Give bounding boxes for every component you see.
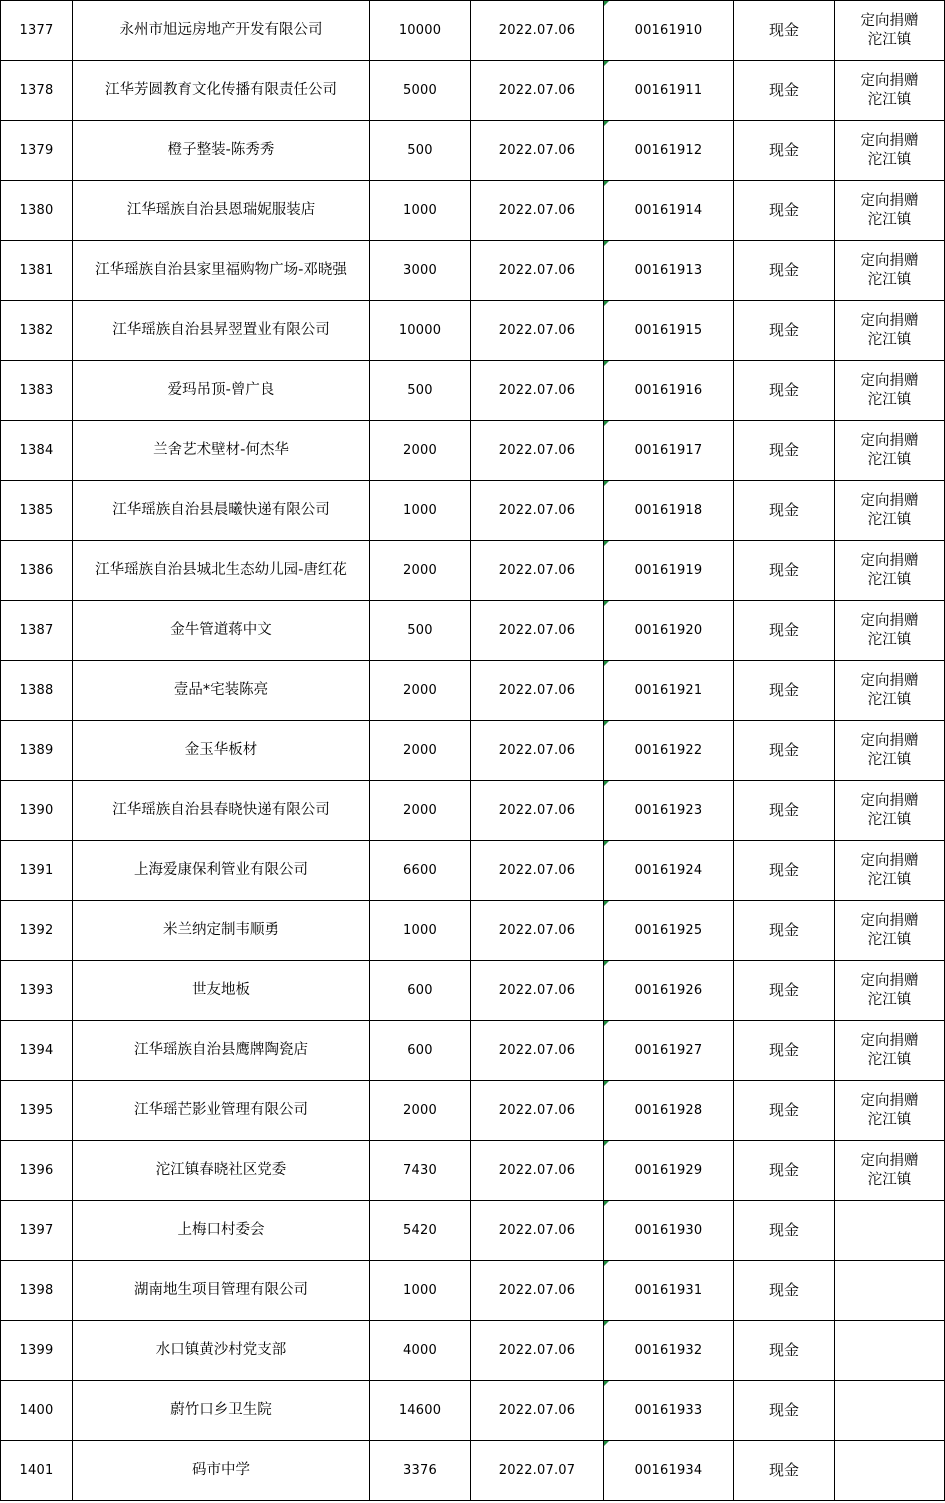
payment-method-cell: 现金 [734,901,835,961]
payment-method-cell: 现金 [734,421,835,481]
ledger-body [1,1,945,1501]
date-cell: 2022.07.06 [471,361,604,421]
donor-name-cell: 江华芳圆教育文化传播有限责任公司 [73,61,370,121]
table-row [1,781,945,841]
date-cell: 2022.07.06 [471,121,604,181]
note-line: 沱江镇 [867,151,912,168]
serial-number-cell: 1389 [1,721,73,781]
serial-number-cell: 1391 [1,841,73,901]
donor-name-cell: 壹品*宅装陈亮 [73,661,370,721]
note-line: 定向捐赠 [860,972,919,989]
date-cell: 2022.07.06 [471,1201,604,1261]
donor-name-cell: 米兰纳定制韦顺勇 [73,901,370,961]
note-cell [835,121,945,181]
donor-name-cell: 江华瑶族自治县家里福购物广场-邓晓强 [73,241,370,301]
payment-method-cell: 现金 [734,361,835,421]
date-cell: 2022.07.06 [471,1381,604,1441]
receipt-number-cell: 00161911 [604,61,734,121]
date-cell: 2022.07.06 [471,1321,604,1381]
table-row [1,601,945,661]
donor-name-cell: 江华瑶族自治县鹰牌陶瓷店 [73,1021,370,1081]
note-line: 定向捐赠 [860,132,919,149]
note-cell [835,1081,945,1141]
note-cell [835,301,945,361]
table-row [1,61,945,121]
table-row [1,1141,945,1201]
note-line: 沱江镇 [867,271,912,288]
receipt-number-cell: 00161925 [604,901,734,961]
receipt-number-cell: 00161916 [604,361,734,421]
note-cell [835,661,945,721]
table-row [1,1201,945,1261]
note-line: 沱江镇 [867,451,912,468]
amount-cell: 3376 [370,1441,471,1501]
note-cell [835,1141,945,1201]
amount-cell: 10000 [370,1,471,61]
serial-number-cell: 1395 [1,1081,73,1141]
serial-number-cell: 1393 [1,961,73,1021]
date-cell: 2022.07.06 [471,1141,604,1201]
date-cell: 2022.07.06 [471,481,604,541]
receipt-number-cell: 00161920 [604,601,734,661]
note-line: 定向捐赠 [860,432,919,449]
date-cell: 2022.07.06 [471,241,604,301]
note-cell [835,481,945,541]
donor-name-cell: 上梅口村委会 [73,1201,370,1261]
donor-name-cell: 江华瑶族自治县晨曦快递有限公司 [73,481,370,541]
date-cell: 2022.07.06 [471,1021,604,1081]
note-line: 沱江镇 [867,931,912,948]
table-row [1,1021,945,1081]
payment-method-cell: 现金 [734,1261,835,1321]
date-cell: 2022.07.06 [471,781,604,841]
payment-method-cell: 现金 [734,721,835,781]
table-row [1,721,945,781]
note-line: 沱江镇 [867,211,912,228]
note-line: 定向捐赠 [860,1092,919,1109]
note-cell [835,841,945,901]
note-line: 定向捐赠 [860,372,919,389]
receipt-number-cell: 00161924 [604,841,734,901]
serial-number-cell: 1383 [1,361,73,421]
receipt-number-cell: 00161923 [604,781,734,841]
payment-method-cell: 现金 [734,841,835,901]
note-line: 沱江镇 [867,331,912,348]
donor-name-cell: 江华瑶族自治县昇翌置业有限公司 [73,301,370,361]
note-cell [835,721,945,781]
serial-number-cell: 1379 [1,121,73,181]
serial-number-cell: 1394 [1,1021,73,1081]
table-row [1,1381,945,1441]
date-cell: 2022.07.06 [471,961,604,1021]
payment-method-cell: 现金 [734,1201,835,1261]
receipt-number-cell: 00161917 [604,421,734,481]
payment-method-cell: 现金 [734,1,835,61]
date-cell: 2022.07.06 [471,601,604,661]
note-line: 沱江镇 [867,691,912,708]
note-line: 定向捐赠 [860,912,919,929]
amount-cell: 2000 [370,1081,471,1141]
payment-method-cell: 现金 [734,1321,835,1381]
donor-name-cell: 金玉华板材 [73,721,370,781]
donor-name-cell: 江华瑶族自治县城北生态幼儿园-唐红花 [73,541,370,601]
amount-cell: 600 [370,961,471,1021]
note-line: 定向捐赠 [860,252,919,269]
receipt-number-cell: 00161915 [604,301,734,361]
date-cell: 2022.07.06 [471,541,604,601]
amount-cell: 600 [370,1021,471,1081]
note-line: 沱江镇 [867,871,912,888]
serial-number-cell: 1392 [1,901,73,961]
receipt-number-cell: 00161913 [604,241,734,301]
note-line: 沱江镇 [867,1051,912,1068]
donor-name-cell: 橙子整装-陈秀秀 [73,121,370,181]
receipt-number-cell: 00161931 [604,1261,734,1321]
receipt-number-cell: 00161930 [604,1201,734,1261]
note-cell [835,781,945,841]
amount-cell: 1000 [370,1261,471,1321]
receipt-number-cell: 00161912 [604,121,734,181]
amount-cell: 500 [370,121,471,181]
note-line: 定向捐赠 [860,72,919,89]
note-line: 沱江镇 [867,1111,912,1128]
table-row [1,421,945,481]
donor-name-cell: 江华瑶芒影业管理有限公司 [73,1081,370,1141]
table-row [1,361,945,421]
table-row [1,1081,945,1141]
note-line: 沱江镇 [867,631,912,648]
donor-name-cell: 上海爱康保利管业有限公司 [73,841,370,901]
amount-cell: 3000 [370,241,471,301]
payment-method-cell: 现金 [734,301,835,361]
note-cell [835,1381,945,1441]
date-cell: 2022.07.06 [471,1,604,61]
donor-name-cell: 江华瑶族自治县恩瑞妮服装店 [73,181,370,241]
date-cell: 2022.07.06 [471,1081,604,1141]
note-line: 沱江镇 [867,31,912,48]
amount-cell: 2000 [370,421,471,481]
donor-name-cell: 码市中学 [73,1441,370,1501]
amount-cell: 4000 [370,1321,471,1381]
note-cell [835,901,945,961]
note-line: 定向捐赠 [860,732,919,749]
table-row [1,541,945,601]
amount-cell: 7430 [370,1141,471,1201]
serial-number-cell: 1380 [1,181,73,241]
receipt-number-cell: 00161929 [604,1141,734,1201]
payment-method-cell: 现金 [734,61,835,121]
amount-cell: 500 [370,361,471,421]
note-cell [835,1321,945,1381]
serial-number-cell: 1398 [1,1261,73,1321]
amount-cell: 5000 [370,61,471,121]
note-cell [835,601,945,661]
table-row [1,661,945,721]
payment-method-cell: 现金 [734,241,835,301]
note-cell [835,1441,945,1501]
serial-number-cell: 1377 [1,1,73,61]
table-row [1,301,945,361]
table-row [1,961,945,1021]
serial-number-cell: 1378 [1,61,73,121]
note-cell [835,961,945,1021]
receipt-number-cell: 00161919 [604,541,734,601]
note-line: 定向捐赠 [860,12,919,29]
receipt-number-cell: 00161910 [604,1,734,61]
donor-name-cell: 金牛管道蒋中文 [73,601,370,661]
donor-name-cell: 水口镇黄沙村党支部 [73,1321,370,1381]
payment-method-cell: 现金 [734,1441,835,1501]
payment-method-cell: 现金 [734,121,835,181]
receipt-number-cell: 00161934 [604,1441,734,1501]
note-cell [835,541,945,601]
payment-method-cell: 现金 [734,1021,835,1081]
donor-name-cell: 世友地板 [73,961,370,1021]
payment-method-cell: 现金 [734,661,835,721]
payment-method-cell: 现金 [734,781,835,841]
donor-name-cell: 沱江镇春晓社区党委 [73,1141,370,1201]
serial-number-cell: 1386 [1,541,73,601]
date-cell: 2022.07.06 [471,1261,604,1321]
note-line: 定向捐赠 [860,192,919,209]
donor-name-cell: 江华瑶族自治县春晓快递有限公司 [73,781,370,841]
note-cell [835,1021,945,1081]
receipt-number-cell: 00161914 [604,181,734,241]
serial-number-cell: 1382 [1,301,73,361]
note-line: 定向捐赠 [860,1032,919,1049]
note-line: 沱江镇 [867,571,912,588]
serial-number-cell: 1385 [1,481,73,541]
payment-method-cell: 现金 [734,601,835,661]
note-line: 定向捐赠 [860,312,919,329]
donor-name-cell: 爱玛吊顶-曾广良 [73,361,370,421]
date-cell: 2022.07.06 [471,421,604,481]
donor-name-cell: 蔚竹口乡卫生院 [73,1381,370,1441]
receipt-number-cell: 00161921 [604,661,734,721]
payment-method-cell: 现金 [734,1381,835,1441]
receipt-number-cell: 00161932 [604,1321,734,1381]
date-cell: 2022.07.06 [471,661,604,721]
note-line: 定向捐赠 [860,792,919,809]
table-row [1,121,945,181]
payment-method-cell: 现金 [734,1081,835,1141]
receipt-number-cell: 00161926 [604,961,734,1021]
date-cell: 2022.07.06 [471,721,604,781]
note-line: 沱江镇 [867,391,912,408]
note-line: 定向捐赠 [860,852,919,869]
serial-number-cell: 1397 [1,1201,73,1261]
amount-cell: 1000 [370,481,471,541]
table-row [1,1,945,61]
note-line: 沱江镇 [867,91,912,108]
amount-cell: 5420 [370,1201,471,1261]
receipt-number-cell: 00161933 [604,1381,734,1441]
serial-number-cell: 1401 [1,1441,73,1501]
date-cell: 2022.07.06 [471,841,604,901]
note-line: 定向捐赠 [860,612,919,629]
note-line: 沱江镇 [867,511,912,528]
serial-number-cell: 1384 [1,421,73,481]
note-line: 定向捐赠 [860,1152,919,1169]
date-cell: 2022.07.06 [471,301,604,361]
table-row [1,841,945,901]
note-cell [835,1,945,61]
payment-method-cell: 现金 [734,1141,835,1201]
payment-method-cell: 现金 [734,481,835,541]
note-cell [835,361,945,421]
table-row [1,241,945,301]
amount-cell: 2000 [370,781,471,841]
table-row [1,1321,945,1381]
receipt-number-cell: 00161918 [604,481,734,541]
amount-cell: 6600 [370,841,471,901]
note-cell [835,181,945,241]
donor-name-cell: 兰舍艺术壁材-何杰华 [73,421,370,481]
donor-name-cell: 湖南地生项目管理有限公司 [73,1261,370,1321]
note-line: 沱江镇 [867,991,912,1008]
note-line: 沱江镇 [867,811,912,828]
amount-cell: 2000 [370,721,471,781]
serial-number-cell: 1387 [1,601,73,661]
note-cell [835,1201,945,1261]
serial-number-cell: 1381 [1,241,73,301]
receipt-number-cell: 00161928 [604,1081,734,1141]
table-row [1,1261,945,1321]
note-cell [835,241,945,301]
donor-name-cell: 永州市旭远房地产开发有限公司 [73,1,370,61]
serial-number-cell: 1396 [1,1141,73,1201]
note-line: 定向捐赠 [860,492,919,509]
note-cell [835,61,945,121]
date-cell: 2022.07.06 [471,61,604,121]
table-row [1,481,945,541]
payment-method-cell: 现金 [734,541,835,601]
table-row [1,901,945,961]
table-row [1,1441,945,1501]
amount-cell: 2000 [370,541,471,601]
note-cell [835,1261,945,1321]
table-row [1,181,945,241]
note-line: 定向捐赠 [860,552,919,569]
serial-number-cell: 1400 [1,1381,73,1441]
amount-cell: 2000 [370,661,471,721]
note-line: 定向捐赠 [860,672,919,689]
amount-cell: 500 [370,601,471,661]
payment-method-cell: 现金 [734,181,835,241]
date-cell: 2022.07.06 [471,181,604,241]
note-line: 沱江镇 [867,751,912,768]
amount-cell: 1000 [370,901,471,961]
amount-cell: 14600 [370,1381,471,1441]
note-line: 沱江镇 [867,1171,912,1188]
serial-number-cell: 1390 [1,781,73,841]
serial-number-cell: 1388 [1,661,73,721]
note-cell [835,421,945,481]
amount-cell: 10000 [370,301,471,361]
amount-cell: 1000 [370,181,471,241]
serial-number-cell: 1399 [1,1321,73,1381]
date-cell: 2022.07.06 [471,901,604,961]
payment-method-cell: 现金 [734,961,835,1021]
receipt-number-cell: 00161927 [604,1021,734,1081]
date-cell: 2022.07.07 [471,1441,604,1501]
receipt-number-cell: 00161922 [604,721,734,781]
